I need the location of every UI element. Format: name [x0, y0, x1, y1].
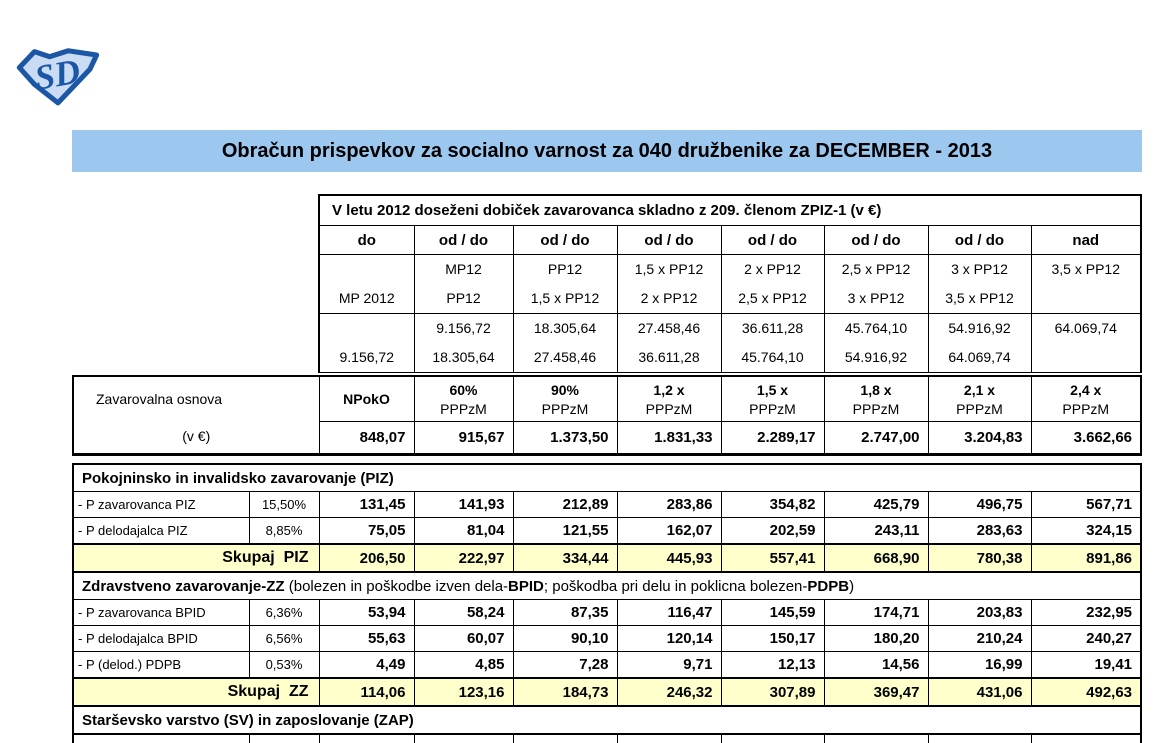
- insurance-base-table: [72, 375, 1142, 456]
- contribution-rate: 6,56%: [249, 626, 319, 652]
- zz-total-label: Skupaj ZZ: [73, 678, 319, 706]
- contribution-label: - P (delod.) PDPB: [73, 652, 249, 679]
- zz-title-part: Zdravstveno zavarovanje-ZZ: [82, 577, 289, 595]
- zz-rows: [73, 600, 1141, 679]
- contribution-value: 58,24: [414, 600, 513, 626]
- threshold-label: 3,5 x PP12: [945, 290, 1014, 306]
- contribution-value: 232,95: [1031, 600, 1141, 626]
- threshold-value: 64.069,74: [1054, 320, 1117, 336]
- base-factor: 2,4 x: [1070, 381, 1102, 398]
- threshold-label: PP12: [547, 261, 583, 277]
- zz-contribution-row: [73, 600, 1141, 626]
- threshold-label: [320, 255, 414, 284]
- base-amount: 1.373,50: [513, 422, 617, 455]
- threshold-label: 3 x PP12: [847, 290, 905, 306]
- contribution-value: 203,83: [928, 600, 1031, 626]
- threshold-labels-row: [319, 255, 1141, 314]
- base-amount: 1.831,33: [617, 422, 721, 455]
- contribution-value: 567,71: [1031, 492, 1141, 518]
- base-factor-cell: [824, 376, 928, 422]
- base-factor-unit: PPPzM: [852, 400, 900, 417]
- contribution-value: 7,28: [513, 652, 617, 679]
- contribution-value: 60,07: [414, 626, 513, 652]
- threshold-value: 9.156,72: [339, 349, 394, 365]
- contribution-value: 243,11: [824, 518, 928, 545]
- company-logo: [16, 44, 100, 108]
- contribution-label: - P zavarovanca BPID: [73, 600, 249, 626]
- zz-total-value: 492,63: [1031, 678, 1141, 706]
- contribution-label: - P delodajalca BPID: [73, 626, 249, 652]
- zz-title-part: PDPB: [807, 577, 850, 595]
- base-factor-unit: PPPzM: [440, 400, 487, 417]
- piz-contribution-row: [73, 518, 1141, 545]
- zz-section-title: [73, 572, 1141, 600]
- range-header-cell: nad: [1031, 226, 1141, 255]
- threshold-label-cell: [617, 255, 721, 314]
- piz-total-value: 206,50: [319, 544, 414, 572]
- zz-contribution-row: [73, 626, 1141, 652]
- contribution-value: 55,63: [319, 626, 414, 652]
- base-factor-unit: PPPzM: [645, 400, 693, 417]
- contribution-value: 174,71: [824, 600, 928, 626]
- base-factor-unit: PPPzM: [1062, 400, 1110, 417]
- contribution-value: 16,99: [928, 652, 1031, 679]
- threshold-value-cell: [617, 314, 721, 373]
- threshold-label: 3,5 x PP12: [1051, 261, 1120, 277]
- contribution-value: 131,45: [319, 492, 414, 518]
- base-factor: 1,5 x: [756, 381, 789, 398]
- base-factor: 90%: [550, 381, 580, 398]
- piz-section-header-row: [73, 464, 1141, 492]
- base-factor-unit: PPPzM: [541, 400, 589, 417]
- base-factors-row: [73, 376, 1141, 422]
- piz-total-label: Skupaj PIZ: [73, 544, 319, 572]
- zz-total-value: 123,16: [414, 678, 513, 706]
- document-title-banner: [72, 130, 1142, 172]
- piz-total-row: [73, 544, 1141, 572]
- threshold-value-cell: [824, 314, 928, 373]
- clipped-row: [73, 734, 1141, 743]
- threshold-label: 2,5 x PP12: [738, 290, 807, 306]
- base-amount: 2.289,17: [721, 422, 824, 455]
- threshold-label: 1,5 x PP12: [530, 290, 600, 306]
- zz-total-value: 184,73: [513, 678, 617, 706]
- range-header-cell: od / do: [721, 226, 824, 255]
- base-factor: 60%: [449, 381, 478, 398]
- contributions-table: [72, 463, 1142, 743]
- contribution-value: 324,15: [1031, 518, 1141, 545]
- document-title: Obračun prispevkov za socialno varnost za 040 družbenike za DECEMBER - 2013: [221, 140, 993, 162]
- zz-contribution-row: [73, 652, 1141, 679]
- contribution-rate: 15,50%: [249, 492, 319, 518]
- profit-title-row: [319, 195, 1141, 226]
- base-amount: 848,07: [319, 422, 414, 455]
- zz-title-part: ): [849, 577, 855, 595]
- piz-total-value: 668,90: [824, 544, 928, 572]
- sv-zap-section-header-row: [73, 706, 1141, 734]
- threshold-value-cell: [721, 314, 824, 373]
- range-header-cell: od / do: [617, 226, 721, 255]
- range-header-row: [319, 226, 1141, 255]
- threshold-value-cell: [319, 314, 414, 373]
- base-factor-cell: [513, 376, 617, 422]
- piz-total-value: 334,44: [513, 544, 617, 572]
- threshold-value-cell: [1031, 314, 1141, 373]
- profit-table-title: V letu 2012 doseženi dobiček zavarovanca skladno z 209. členom ZPIZ-1 (v €): [319, 195, 1141, 226]
- contribution-value: 425,79: [824, 492, 928, 518]
- threshold-label-cell: [513, 255, 617, 314]
- contribution-value: 87,35: [513, 600, 617, 626]
- base-factor-cell: [1031, 376, 1141, 422]
- contribution-value: 75,05: [319, 518, 414, 545]
- threshold-value: 27.458,46: [533, 349, 597, 365]
- zz-total-value: 369,47: [824, 678, 928, 706]
- threshold-value: [1032, 343, 1141, 372]
- zz-title-part: BPID: [508, 577, 544, 595]
- threshold-label: 3 x PP12: [951, 261, 1008, 277]
- piz-contribution-row: [73, 492, 1141, 518]
- base-row-label-cell: [73, 376, 319, 455]
- threshold-value: 36.611,28: [741, 320, 804, 336]
- zz-title-part: ; poškodba pri delu in poklicna bolezen-: [543, 577, 808, 595]
- threshold-value: [320, 314, 414, 343]
- contribution-label: - P delodajalca PIZ: [73, 518, 249, 545]
- threshold-value: 18.305,64: [432, 349, 495, 365]
- threshold-value-cell: [928, 314, 1031, 373]
- contribution-value: 4,49: [319, 652, 414, 679]
- threshold-label: 1,5 x PP12: [634, 261, 704, 277]
- threshold-value-cell: [414, 314, 513, 373]
- threshold-label-cell: [721, 255, 824, 314]
- base-factor-cell: [617, 376, 721, 422]
- base-factor-cell: [928, 376, 1031, 422]
- base-factor-unit: PPPzM: [749, 400, 796, 417]
- zz-total-row: [73, 678, 1141, 706]
- contribution-value: 150,17: [721, 626, 824, 652]
- base-factor-cell: [414, 376, 513, 422]
- zz-section-header-row: [73, 572, 1141, 600]
- sv-zap-section-title: Starševsko varstvo (SV) in zaposlovanje (ZAP): [73, 706, 1141, 734]
- threshold-label: MP 2012: [338, 290, 395, 306]
- threshold-label-cell: [928, 255, 1031, 314]
- contribution-value: 12,13: [721, 652, 824, 679]
- base-amount: 2.747,00: [824, 422, 928, 455]
- contribution-rate: 8,85%: [249, 518, 319, 545]
- threshold-label: [1032, 284, 1141, 313]
- logo-letters: SD: [31, 51, 84, 98]
- threshold-label-cell: [824, 255, 928, 314]
- base-factor-unit: PPPzM: [956, 400, 1003, 417]
- contribution-value: 120,14: [617, 626, 721, 652]
- contribution-value: 212,89: [513, 492, 617, 518]
- threshold-value: 64.069,74: [948, 349, 1011, 365]
- piz-rows: [73, 492, 1141, 545]
- threshold-value: 45.764,10: [741, 349, 804, 365]
- base-row-label: Zavarovalna osnova: [96, 391, 223, 407]
- contribution-value: 240,27: [1031, 626, 1141, 652]
- piz-total-value: 780,38: [928, 544, 1031, 572]
- contribution-value: 19,41: [1031, 652, 1141, 679]
- contribution-value: 141,93: [414, 492, 513, 518]
- contribution-value: 14,56: [824, 652, 928, 679]
- threshold-label: MP12: [445, 261, 482, 277]
- threshold-value-cell: [513, 314, 617, 373]
- contribution-value: 145,59: [721, 600, 824, 626]
- contribution-value: 90,10: [513, 626, 617, 652]
- base-factor-cell: [721, 376, 824, 422]
- piz-total-value: 445,93: [617, 544, 721, 572]
- contribution-rate: 6,36%: [249, 600, 319, 626]
- contribution-value: 283,86: [617, 492, 721, 518]
- threshold-label: 2,5 x PP12: [841, 261, 911, 277]
- threshold-value: 54.916,92: [948, 320, 1011, 336]
- threshold-label: PP12: [446, 290, 481, 306]
- piz-section-title: Pokojninsko in invalidsko zavarovanje (PIZ): [73, 464, 1141, 492]
- piz-total-value: 557,41: [721, 544, 824, 572]
- profit-thresholds-table: [318, 194, 1142, 373]
- contribution-value: 4,85: [414, 652, 513, 679]
- contribution-value: 210,24: [928, 626, 1031, 652]
- range-header-cell: od / do: [928, 226, 1031, 255]
- contribution-value: 180,20: [824, 626, 928, 652]
- zz-total-value: 307,89: [721, 678, 824, 706]
- contribution-rate: 0,53%: [249, 652, 319, 679]
- contribution-label: - P zavarovanca PIZ: [73, 492, 249, 518]
- threshold-value: 27.458,46: [637, 320, 701, 336]
- threshold-label-cell: [414, 255, 513, 314]
- base-row-unit: (v €): [182, 428, 211, 444]
- contribution-value: 162,07: [617, 518, 721, 545]
- contribution-value: 116,47: [617, 600, 721, 626]
- piz-total-value: 891,86: [1031, 544, 1141, 572]
- zz-title-part: (bolezen in poškodbe izven dela-: [288, 577, 509, 595]
- contribution-value: 496,75: [928, 492, 1031, 518]
- zz-total-value: 114,06: [319, 678, 414, 706]
- range-header-cell: do: [319, 226, 414, 255]
- threshold-value: 9.156,72: [436, 320, 491, 336]
- contribution-value: 9,71: [617, 652, 721, 679]
- contribution-value: 202,59: [721, 518, 824, 545]
- contribution-value: 354,82: [721, 492, 824, 518]
- threshold-label: 2 x PP12: [744, 261, 801, 277]
- contribution-value: 283,63: [928, 518, 1031, 545]
- threshold-label: 2 x PP12: [640, 290, 698, 306]
- zz-total-value: 246,32: [617, 678, 721, 706]
- piz-total-value: 222,97: [414, 544, 513, 572]
- zz-total-value: 431,06: [928, 678, 1031, 706]
- base-factor: 1,8 x: [860, 381, 892, 398]
- base-factor-cell: [319, 376, 414, 422]
- threshold-values-row: [319, 314, 1141, 373]
- threshold-value: 36.611,28: [638, 349, 700, 365]
- base-amount: 915,67: [414, 422, 513, 455]
- threshold-label-cell: [1031, 255, 1141, 314]
- base-factor: 1,2 x: [653, 381, 685, 398]
- threshold-value: 54.916,92: [844, 349, 908, 365]
- range-header-cell: od / do: [513, 226, 617, 255]
- threshold-label-cell: [319, 255, 414, 314]
- base-amount: 3.204,83: [928, 422, 1031, 455]
- contribution-value: 53,94: [319, 600, 414, 626]
- threshold-value: 45.764,10: [844, 320, 908, 336]
- base-amount: 3.662,66: [1031, 422, 1141, 455]
- threshold-value: 18.305,64: [533, 320, 597, 336]
- range-header-cell: od / do: [824, 226, 928, 255]
- range-header-cell: od / do: [414, 226, 513, 255]
- contribution-value: 81,04: [414, 518, 513, 545]
- contribution-value: 121,55: [513, 518, 617, 545]
- base-factor: 2,1 x: [963, 381, 996, 398]
- base-factor: NPokO: [343, 390, 390, 407]
